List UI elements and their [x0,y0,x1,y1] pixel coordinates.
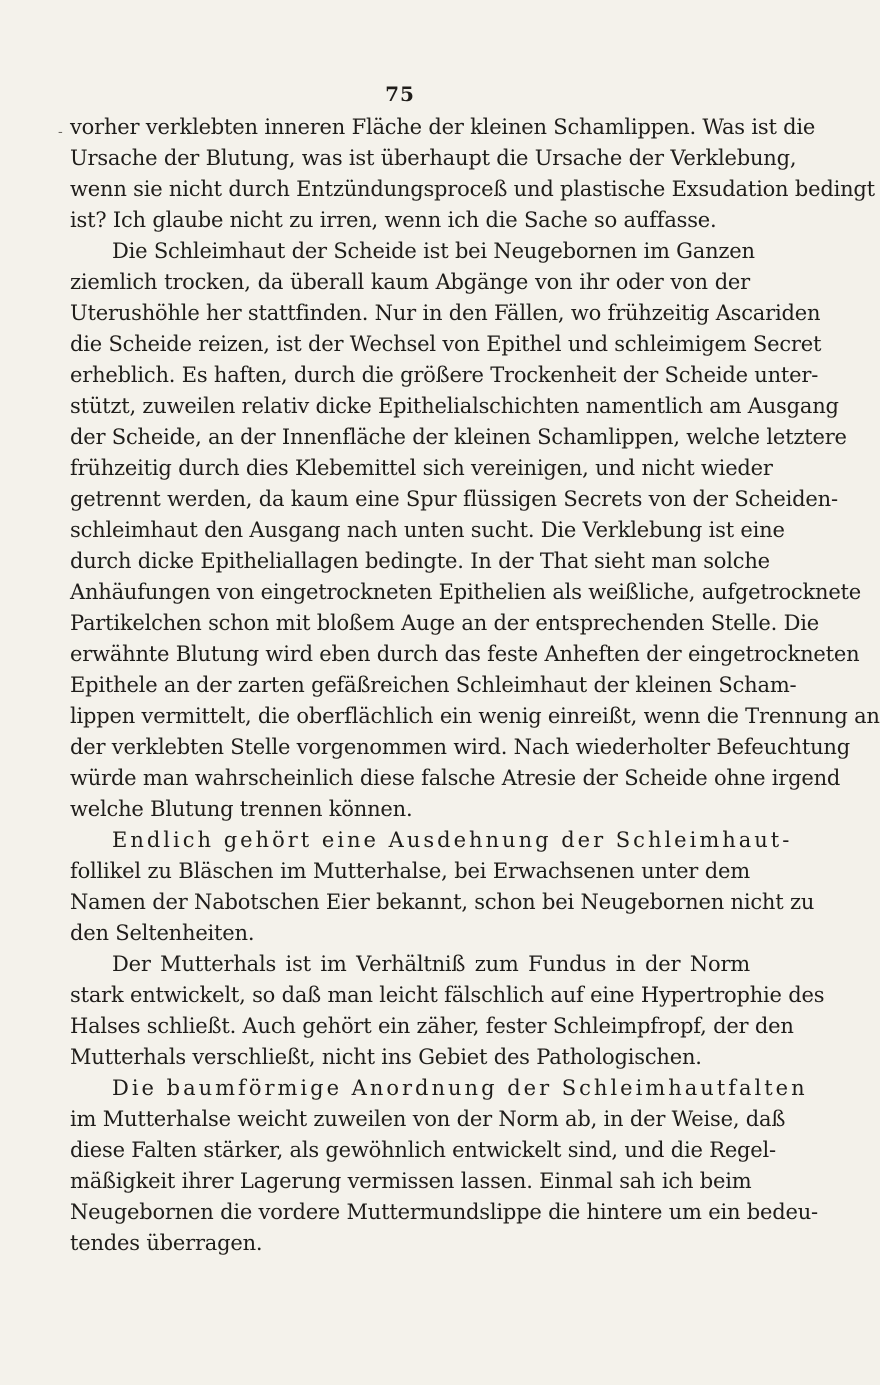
text-line: würde man wahrscheinlich diese falsche Atresie der Scheide ohne irgend [70,766,841,790]
text-line: im Mutterhalse weicht zuweilen von der Norm ab, in der Weise, daß [70,1107,786,1131]
text-line: getrennt werden, da kaum eine Spur flüssigen Secrets von der Scheiden- [70,487,838,511]
text-line: erheblich. Es haften, durch die größere Trockenheit der Scheide unter- [70,363,819,387]
text-line: ist? Ich glaube nicht zu irren, wenn ich die Sache so auffasse. [70,208,717,232]
text-line: stützt, zuweilen relativ dicke Epithelialschichten namentlich am Ausgang [70,394,839,418]
text-line: Halses schließt. Auch gehört ein zäher, fester Schleimpfropf, der den [70,1014,794,1038]
text-line: der verklebten Stelle vorgenommen wird. Nach wiederholter Befeuchtung [70,735,850,759]
text-line: erwähnte Blutung wird eben durch das feste Anheften der eingetrockneten [70,642,860,666]
text-line: den Seltenheiten. [70,921,255,945]
text-line: lippen vermittelt, die oberflächlich ein wenig einreißt, wenn die Trennung an [70,704,880,728]
text-line: die Scheide reizen, ist der Wechsel von Epithel und schleimigem Secret [70,332,822,356]
margin-mark: - [58,124,63,140]
text-line: Mutterhals verschließt, nicht ins Gebiet des Pathologischen. [70,1045,702,1069]
text-line: durch dicke Epitheliallagen bedingte. In der That sieht man solche [70,549,770,573]
text-line: Epithele an der zarten gefäßreichen Schleimhaut der kleinen Scham- [70,673,797,697]
text-line: follikel zu Bläschen im Mutterhalse, bei Erwachsenen unter dem [70,859,750,883]
text-line: welche Blutung trennen können. [70,797,413,821]
text-line: stark entwickelt, so daß man leicht fälschlich auf eine Hypertrophie des [70,983,825,1007]
text-line: der Scheide, an der Innenfläche der kleinen Schamlippen, welche letztere [70,425,847,449]
text-line: ziemlich trocken, da überall kaum Abgänge von ihr oder von der [70,270,750,294]
text-line: tendes überragen. [70,1231,263,1255]
text-line: Uterushöhle her stattfinden. Nur in den Fällen, wo frühzeitig Ascariden [70,301,821,325]
text-line: vorher verklebten inneren Fläche der kleinen Schamlippen. Was ist die [70,115,816,139]
text-line: Die baumförmige Anordnung der Schleimhautfalten [112,1076,808,1100]
text-line: Neugebornen die vordere Muttermundslippe die hintere um ein bedeu- [70,1200,818,1224]
text-line: Der Mutterhals ist im Verhältniß zum Fundus in der Norm [112,952,750,976]
text-line: Partikelchen schon mit bloßem Auge an der entsprechenden Stelle. Die [70,611,819,635]
text-line: wenn sie nicht durch Entzündungsproceß und plastische Exsudation bedingt [70,177,875,201]
text-line: Die Schleimhaut der Scheide ist bei Neugebornen im Ganzen [112,239,755,263]
text-line: Anhäufungen von eingetrockneten Epithelien als weißliche, aufgetrocknete [70,580,862,604]
text-line: Namen der Nabotschen Eier bekannt, schon bei Neugebornen nicht zu [70,890,815,914]
page-number: 75 [385,82,415,106]
text-line: diese Falten stärker, als gewöhnlich entwickelt sind, und die Regel- [70,1138,776,1162]
text-line: mäßigkeit ihrer Lagerung vermissen lassen. Einmal sah ich beim [70,1169,752,1193]
text-line: schleimhaut den Ausgang nach unten sucht. Die Verklebung ist eine [70,518,785,542]
text-line: Endlich gehört eine Ausdehnung der Schleimhaut- [112,828,793,852]
text-line: frühzeitig durch dies Klebemittel sich vereinigen, und nicht wieder [70,456,773,480]
text-line: Ursache der Blutung, was ist überhaupt die Ursache der Verklebung, [70,146,797,170]
